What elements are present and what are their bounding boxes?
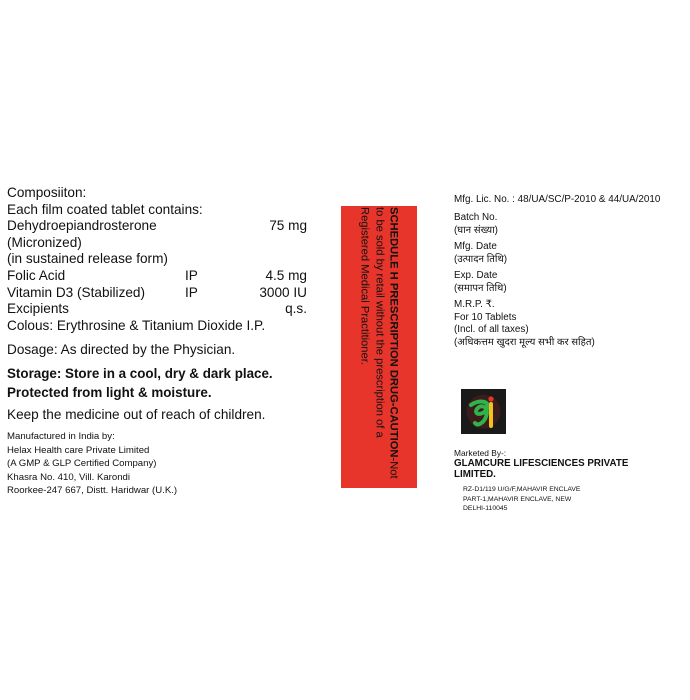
storage-text: Storage: Store in a cool, dry & dark place.: [7, 366, 273, 382]
protection-text: Protected from light & moisture.: [7, 385, 212, 401]
manufacturer-line: Helax Health care Private Limited: [7, 444, 150, 456]
schedule-h-caution-strip: [341, 206, 417, 488]
address-line: DELHI-110045: [463, 505, 508, 513]
tax-note: (Incl. of all taxes): [454, 324, 529, 335]
glamcure-logo-icon: [461, 389, 506, 434]
composition-line: Composiiton:: [7, 185, 87, 200]
composition-line: (in sustained release form): [7, 251, 168, 267]
address-line: RZ-D1/119 U/G/F,MAHAVIR ENCLAVE: [463, 486, 581, 493]
caution-text: [357, 207, 400, 487]
manufacturer-block: [7, 430, 307, 497]
manufacturer-line: Roorkee-247 667, Distt. Haridwar (U.K.): [7, 484, 178, 496]
company-address: [463, 485, 580, 514]
batch-label: Batch No.: [454, 212, 498, 223]
composition-line: Vitamin D3 (Stabilized) IP 3000 IU: [7, 284, 307, 300]
dosage-text: Dosage: As directed by the Physician.: [7, 342, 236, 358]
mrp-label: M.R.P. ₹.: [454, 299, 495, 310]
tax-note-hindi: (अधिकत्तम खुदरा मूल्य सभी कर सहित): [454, 336, 595, 348]
caution-heading: SCHEDULE H PRESCRIPTION DRUG-CAUTION: [387, 207, 400, 458]
caution-body: -Not to be sold by retail without the prescription of a Registered Medical Practitioner.: [358, 207, 400, 479]
batch-label-hindi: (घान संख्या): [454, 224, 498, 236]
exp-date-label-hindi: (समापन तिथि): [454, 282, 507, 294]
composition-line: (Micronized): [7, 234, 82, 250]
composition-line: Dehydroepiandrosterone 75 mg: [7, 218, 307, 234]
pack-size: For 10 Tablets: [454, 311, 517, 323]
exp-date-label: Exp. Date: [454, 270, 498, 281]
composition-line: Each film coated tablet contains:: [7, 201, 203, 217]
address-line: PART-1,MAHAVIR ENCLAVE, NEW: [463, 495, 572, 503]
batch-details-panel: [454, 193, 686, 349]
composition-panel: [7, 185, 307, 497]
composition-line: Excipients q.s.: [7, 301, 307, 317]
composition-line: Folic Acid IP 4.5 mg: [7, 267, 307, 283]
keep-away-text: Keep the medicine out of reach of children.: [7, 407, 266, 423]
manufacturer-line: (A GMP & GLP Certified Company): [7, 458, 157, 470]
marketed-by-label: Marketed By-:: [454, 448, 507, 458]
license-number: Mfg. Lic. No. : 48/UA/SC/P-2010 & 44/UA/2010: [454, 194, 661, 205]
mfg-date-label: Mfg. Date: [454, 241, 497, 252]
manufacturer-line: Khasra No. 410, Vill. Karondi: [7, 471, 131, 483]
manufacturer-line: Manufactured in India by:: [7, 431, 115, 443]
mfg-date-label-hindi: (उत्पादन तिथि): [454, 253, 508, 265]
composition-line: Colous: Erythrosine & Titanium Dioxide I.P.: [7, 317, 266, 333]
company-name: GLAMCURE LIFESCIENCES PRIVATE LIMITED.: [454, 458, 629, 480]
